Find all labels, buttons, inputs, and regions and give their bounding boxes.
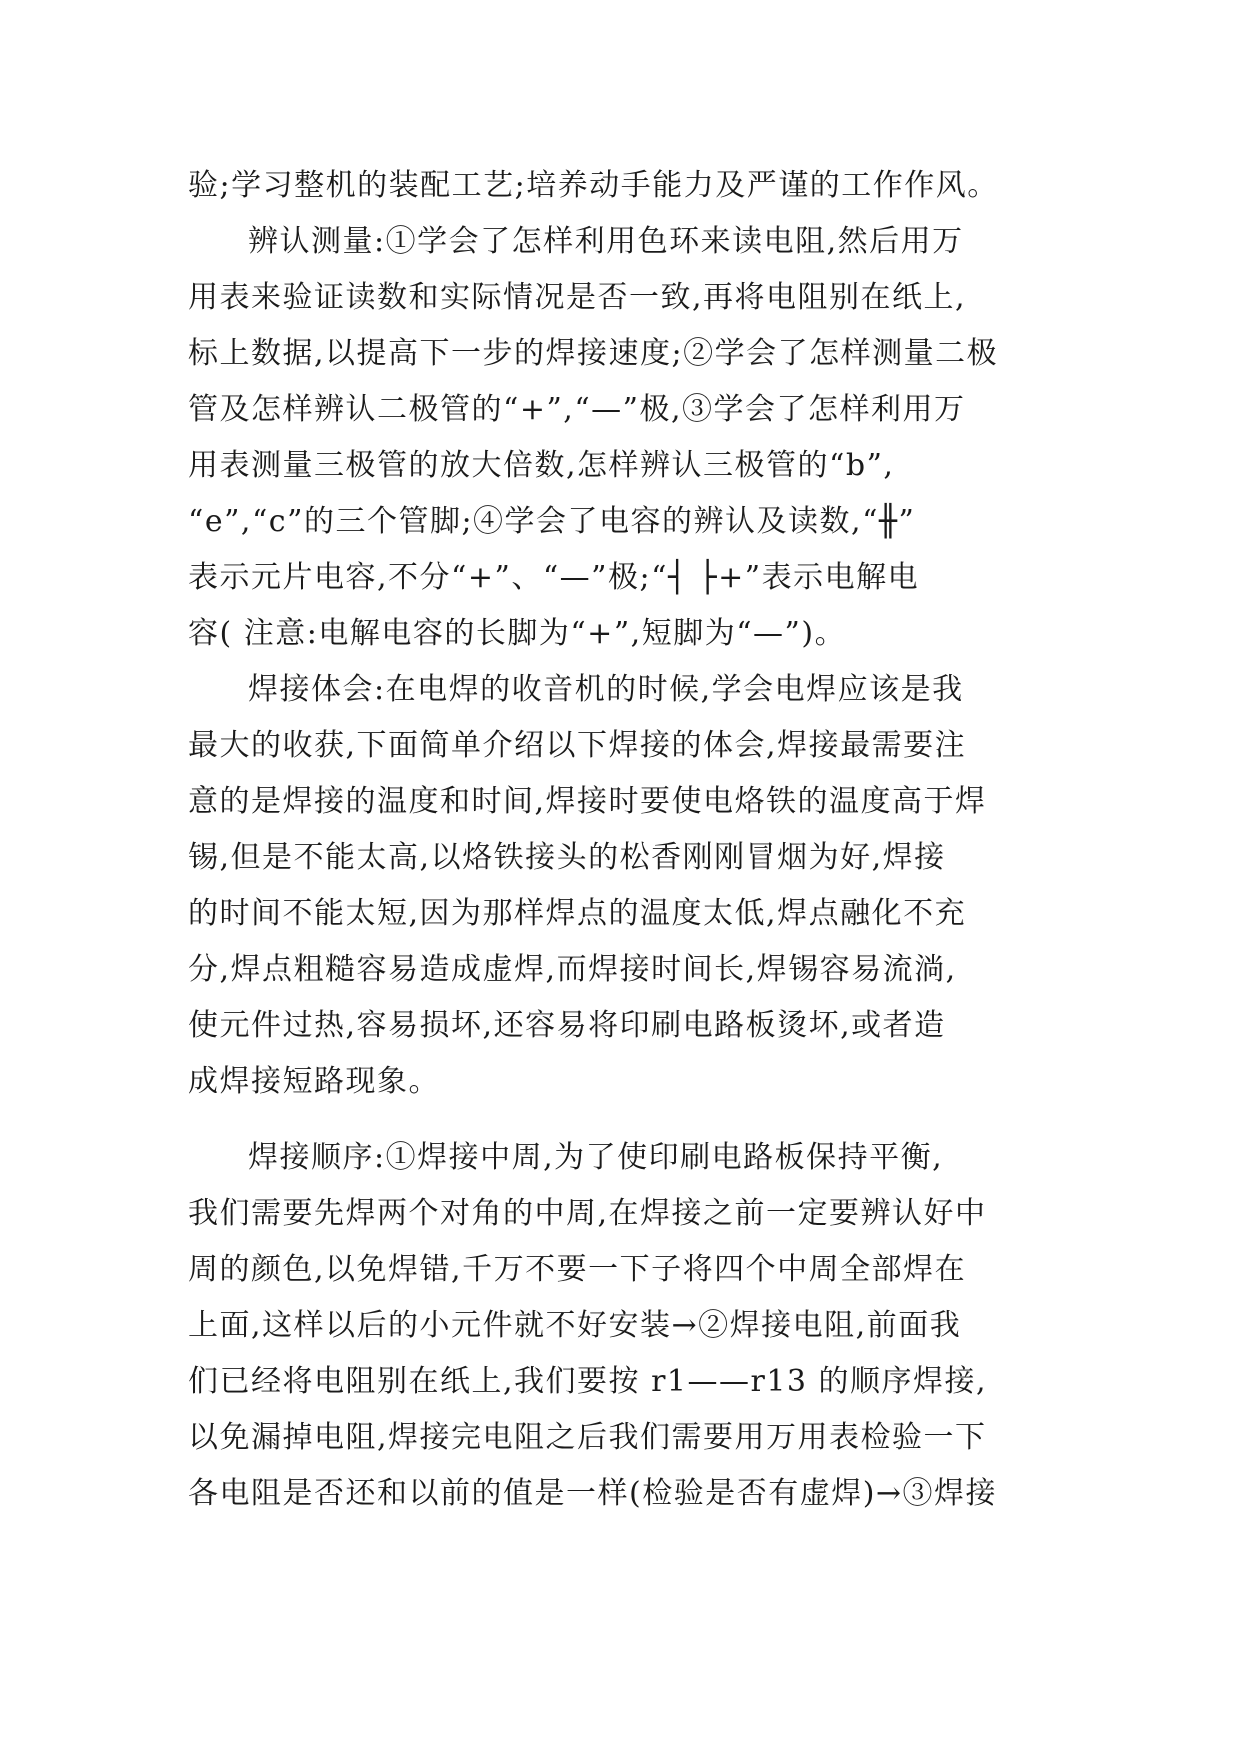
text-line: 用表测量三极管的放大倍数,怎样辨认三极管的“b”, <box>188 448 895 483</box>
text-line: 用表来验证读数和实际情况是否一致,再将电阻别在纸上, <box>188 280 967 315</box>
text-line: 分,焊点粗糙容易造成虚焊,而焊接时间长,焊锡容易流淌, <box>188 952 957 987</box>
text-line: 成焊接短路现象。 <box>188 1064 440 1099</box>
text-line: 我们需要先焊两个对角的中周,在焊接之前一定要辨认好中 <box>188 1196 987 1231</box>
text-line: 表示元片电容,不分“+”、“—”极;“┤ ├+”表示电解电 <box>188 560 920 595</box>
text-line: 周的颜色,以免焊错,千万不要一下子将四个中周全部焊在 <box>188 1252 967 1287</box>
paragraph-gap <box>188 1110 1058 1130</box>
text-line: 容( 注意:电解电容的长脚为“+”,短脚为“—”)。 <box>188 616 847 651</box>
paragraph-start-line: 焊接体会:在电焊的收音机的时候,学会电焊应该是我 <box>248 672 964 707</box>
text-line: 以免漏掉电阻,焊接完电阻之后我们需要用万用表检验一下 <box>188 1420 987 1455</box>
text-line: 上面,这样以后的小元件就不好安装→②焊接电阻,前面我 <box>188 1308 962 1343</box>
text-line: 管及怎样辨认二极管的“+”,“—”极,③学会了怎样利用万 <box>188 392 966 427</box>
text-line: 各电阻是否还和以前的值是一样(检验是否有虚焊)→③焊接 <box>188 1476 998 1511</box>
text-line: 标上数据,以提高下一步的焊接速度;②学会了怎样测量二极 <box>188 336 999 371</box>
text-line: “e”,“c”的三个管脚;④学会了电容的辨认及读数,“╫” <box>188 504 916 539</box>
paragraph-start-line: 焊接顺序:①焊接中周,为了使印刷电路板保持平衡, <box>248 1140 944 1175</box>
text-line: 使元件过热,容易损坏,还容易将印刷电路板烫坏,或者造 <box>188 1008 946 1043</box>
text-line: 最大的收获,下面简单介绍以下焊接的体会,焊接最需要注 <box>188 728 967 763</box>
text-line: 验;学习整机的装配工艺;培养动手能力及严谨的工作作风。 <box>188 168 999 203</box>
text-line: 的时间不能太短,因为那样焊点的温度太低,焊点融化不充 <box>188 896 967 931</box>
text-line: 意的是焊接的温度和时间,焊接时要使电烙铁的温度高于焊 <box>188 784 987 819</box>
paragraph-start-line: 辨认测量:①学会了怎样利用色环来读电阻,然后用万 <box>248 224 964 259</box>
document-body <box>188 158 1058 1522</box>
text-line: 锡,但是不能太高,以烙铁接头的松香刚刚冒烟为好,焊接 <box>188 840 946 875</box>
text-line: 们已经将电阻别在纸上,我们要按 r1——r13 的顺序焊接, <box>188 1364 988 1399</box>
